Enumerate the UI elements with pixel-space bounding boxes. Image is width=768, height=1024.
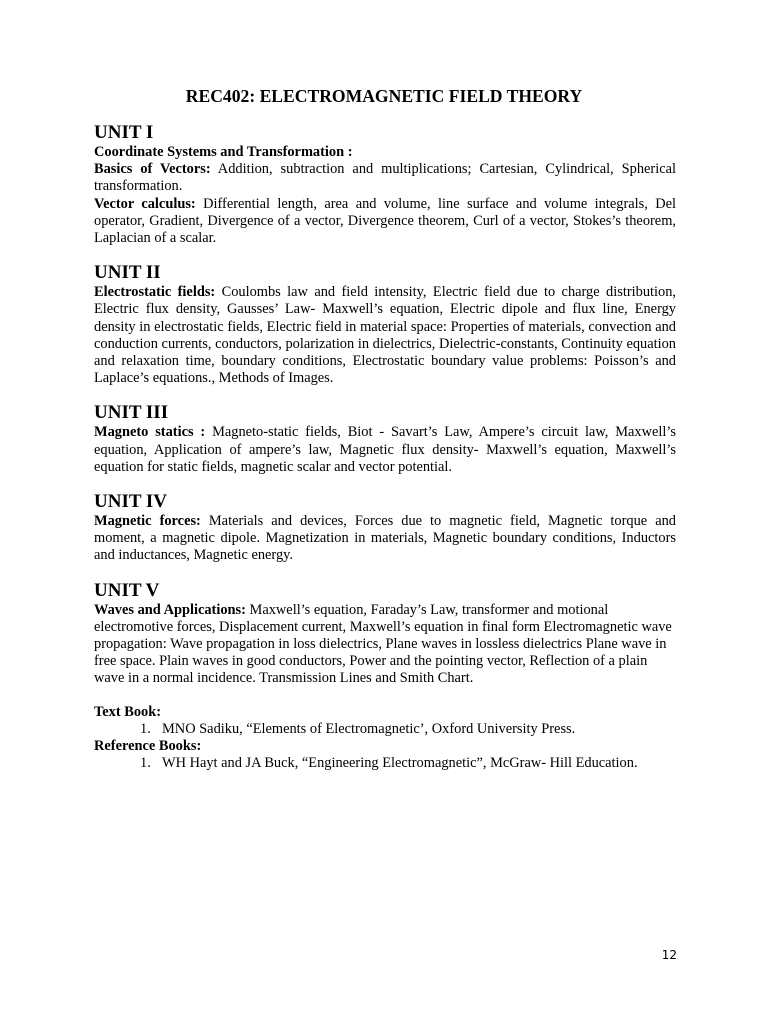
unit-5-paragraph-1	[94, 602, 676, 688]
paragraph-lead: Magneto statics :	[94, 424, 206, 441]
unit-2-section	[94, 262, 676, 387]
reference-book-item	[94, 755, 676, 772]
unit-4-heading: UNIT IV	[94, 491, 168, 513]
unit-1-paragraph-2	[94, 196, 676, 248]
unit-1-paragraph-1	[94, 161, 676, 195]
unit-2-paragraph-1	[94, 284, 676, 387]
paragraph-text: Coulombs law and field intensity, Electric field due to charge distribution, Electric flux density, Gausses’ Law- Maxwell’s equation, Electric dipole and flux line, Energy density in electrostatic fields, Electric field in material space: Properties of materials, convection and conduction currents, conductors, polarization in dielectrics, Dielectric-constants, Continuity equation and relaxation time, boundary conditions, Electrostatic boundary value problems: Poisson’s and Laplace’s equations., Methods of Images.	[94, 284, 676, 387]
paragraph-lead: Magnetic forces:	[94, 513, 201, 530]
page-title: REC402: ELECTROMAGNETIC FIELD THEORY	[185, 86, 583, 106]
list-number: 1.	[140, 755, 151, 772]
book-citation: WH Hayt and JA Buck, “Engineering Electromagnetic”, McGraw- Hill Education.	[162, 755, 638, 772]
books-section	[94, 704, 676, 773]
unit-3-heading: UNIT III	[94, 402, 169, 424]
unit-5-heading: UNIT V	[94, 579, 160, 601]
syllabus-content	[94, 122, 676, 772]
unit-3-section	[94, 402, 676, 476]
book-citation: MNO Sadiku, “Elements of Electromagnetic’, Oxford University Press.	[162, 720, 576, 737]
unit-1-heading: UNIT I	[94, 122, 154, 143]
unit-1-section	[94, 122, 676, 247]
text-book-item	[94, 721, 676, 738]
paragraph-lead: Electrostatic fields:	[94, 284, 216, 301]
paragraph-lead: Vector calculus:	[94, 195, 196, 212]
paragraph-lead: Basics of Vectors:	[94, 161, 211, 178]
paragraph-text: Maxwell’s equation, Faraday’s Law, transformer and motional electromotive forces, Displacement current, Maxwell’s equation in final form Electromagnetic wave propagation: Wave propagation in loss dielectrics, Plane waves in lossless dielectrics Plane wave in free space. Plain waves in good conductors, Power and the pointing vector, Reflection of a plain wave in a normal incidence. Transmission Lines and Smith Chart.	[94, 601, 672, 687]
list-number: 1.	[140, 720, 151, 737]
paragraph-text: Differential length, area and volume, line surface and volume integrals, Del operator, Gradient, Divergence of a vector, Divergence theorem, Curl of a vector, Stokes’s theorem, Laplacian of a scalar.	[94, 195, 676, 247]
paragraph-lead: Waves and Applications:	[94, 601, 246, 618]
reference-books-heading: Reference Books:	[94, 738, 202, 755]
paragraph-text: Materials and devices, Forces due to magnetic field, Magnetic torque and moment, a magnetic dipole. Magnetization in materials, Magnetic boundary conditions, Inductors and inductances, Magnetic energy.	[94, 513, 676, 564]
paragraph-text: Magneto-static fields, Biot - Savart’s Law, Ampere’s circuit law, Maxwell’s equation, Application of ampere’s law, Magnetic flux density- Maxwell’s equation, Maxwell’s equation for static fields, magnetic scalar and vector potential.	[94, 424, 676, 475]
unit-3-paragraph-1	[94, 424, 676, 476]
unit-4-paragraph-1	[94, 513, 676, 565]
unit-1-subheading: Coordinate Systems and Transformation :	[94, 144, 353, 160]
text-book-heading: Text Book:	[94, 703, 162, 720]
unit-5-section	[94, 580, 676, 688]
unit-2-heading: UNIT II	[94, 262, 161, 284]
paragraph-text: Addition, subtraction and multiplications; Cartesian, Cylindrical, Spherical transformation.	[94, 161, 676, 195]
page-number: 12	[661, 948, 677, 962]
unit-4-section	[94, 491, 676, 565]
